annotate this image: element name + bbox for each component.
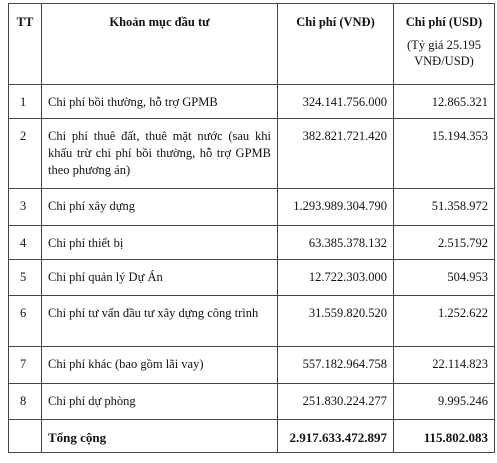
row-cost-usd: 12.865.321 bbox=[394, 85, 495, 119]
row-item: Chi phí thiết bị bbox=[42, 226, 278, 260]
row-tt: 5 bbox=[9, 260, 42, 296]
row-item: Chi phí bồi thường, hỗ trợ GPMB bbox=[42, 85, 278, 119]
table-row bbox=[9, 384, 495, 420]
total-tt bbox=[9, 420, 42, 453]
row-tt: 3 bbox=[9, 189, 42, 226]
row-item: Chi phí tư vấn đầu tư xây dựng công trình bbox=[42, 296, 278, 347]
row-cost-vnd: 63.385.378.132 bbox=[278, 226, 394, 260]
total-cost-vnd: 2.917.633.472.897 bbox=[278, 420, 394, 453]
row-cost-vnd: 324.141.756.000 bbox=[278, 85, 394, 119]
table-row bbox=[9, 260, 495, 296]
row-tt: 4 bbox=[9, 226, 42, 260]
row-tt: 7 bbox=[9, 347, 42, 384]
row-tt: 8 bbox=[9, 384, 42, 420]
header-exchange-rate: (Tỷ giá 25.195 VNĐ/USD) bbox=[407, 38, 481, 68]
row-cost-vnd: 31.559.820.520 bbox=[278, 296, 394, 347]
row-cost-usd: 51.358.972 bbox=[394, 189, 495, 226]
row-cost-vnd: 12.722.303.000 bbox=[278, 260, 394, 296]
row-cost-usd: 22.114.823 bbox=[394, 347, 495, 384]
header-tt: TT bbox=[9, 4, 42, 85]
row-item: Chi phí khác (bao gồm lãi vay) bbox=[42, 347, 278, 384]
table-header-row bbox=[9, 4, 495, 85]
row-tt: 6 bbox=[9, 296, 42, 347]
row-item: Chi phí dự phòng bbox=[42, 384, 278, 420]
row-item: Chi phí thuê đất, thuê mặt nước (sau khi khấu trừ chi phí bồi thường, hỗ trợ GPMB theo phương án) bbox=[42, 119, 278, 189]
table-row bbox=[9, 226, 495, 260]
row-cost-usd: 9.995.246 bbox=[394, 384, 495, 420]
table-row bbox=[9, 119, 495, 189]
row-cost-vnd: 557.182.964.758 bbox=[278, 347, 394, 384]
header-cost-vnd: Chi phí (VNĐ) bbox=[278, 4, 394, 85]
row-cost-vnd: 1.293.989.304.790 bbox=[278, 189, 394, 226]
table-row bbox=[9, 296, 495, 347]
total-label: Tổng cộng bbox=[42, 420, 278, 453]
table-row bbox=[9, 85, 495, 119]
row-cost-usd: 2.515.792 bbox=[394, 226, 495, 260]
header-cost-usd: Chi phí (USD) bbox=[405, 15, 483, 29]
investment-cost-table bbox=[8, 3, 495, 453]
row-cost-vnd: 382.821.721.420 bbox=[278, 119, 394, 189]
row-cost-usd: 504.953 bbox=[394, 260, 495, 296]
row-cost-usd: 15.194.353 bbox=[394, 119, 495, 189]
table-row bbox=[9, 189, 495, 226]
row-item: Chi phí xây dựng bbox=[42, 189, 278, 226]
row-tt: 1 bbox=[9, 85, 42, 119]
table-row bbox=[9, 347, 495, 384]
row-cost-usd: 1.252.622 bbox=[394, 296, 495, 347]
header-cost-usd-cell bbox=[394, 4, 495, 85]
row-item: Chi phí quản lý Dự Án bbox=[42, 260, 278, 296]
row-cost-vnd: 251.830.224.277 bbox=[278, 384, 394, 420]
table-total-row bbox=[9, 420, 495, 453]
header-item: Khoản mục đầu tư bbox=[42, 4, 278, 85]
total-cost-usd: 115.802.083 bbox=[394, 420, 495, 453]
row-tt: 2 bbox=[9, 119, 42, 189]
